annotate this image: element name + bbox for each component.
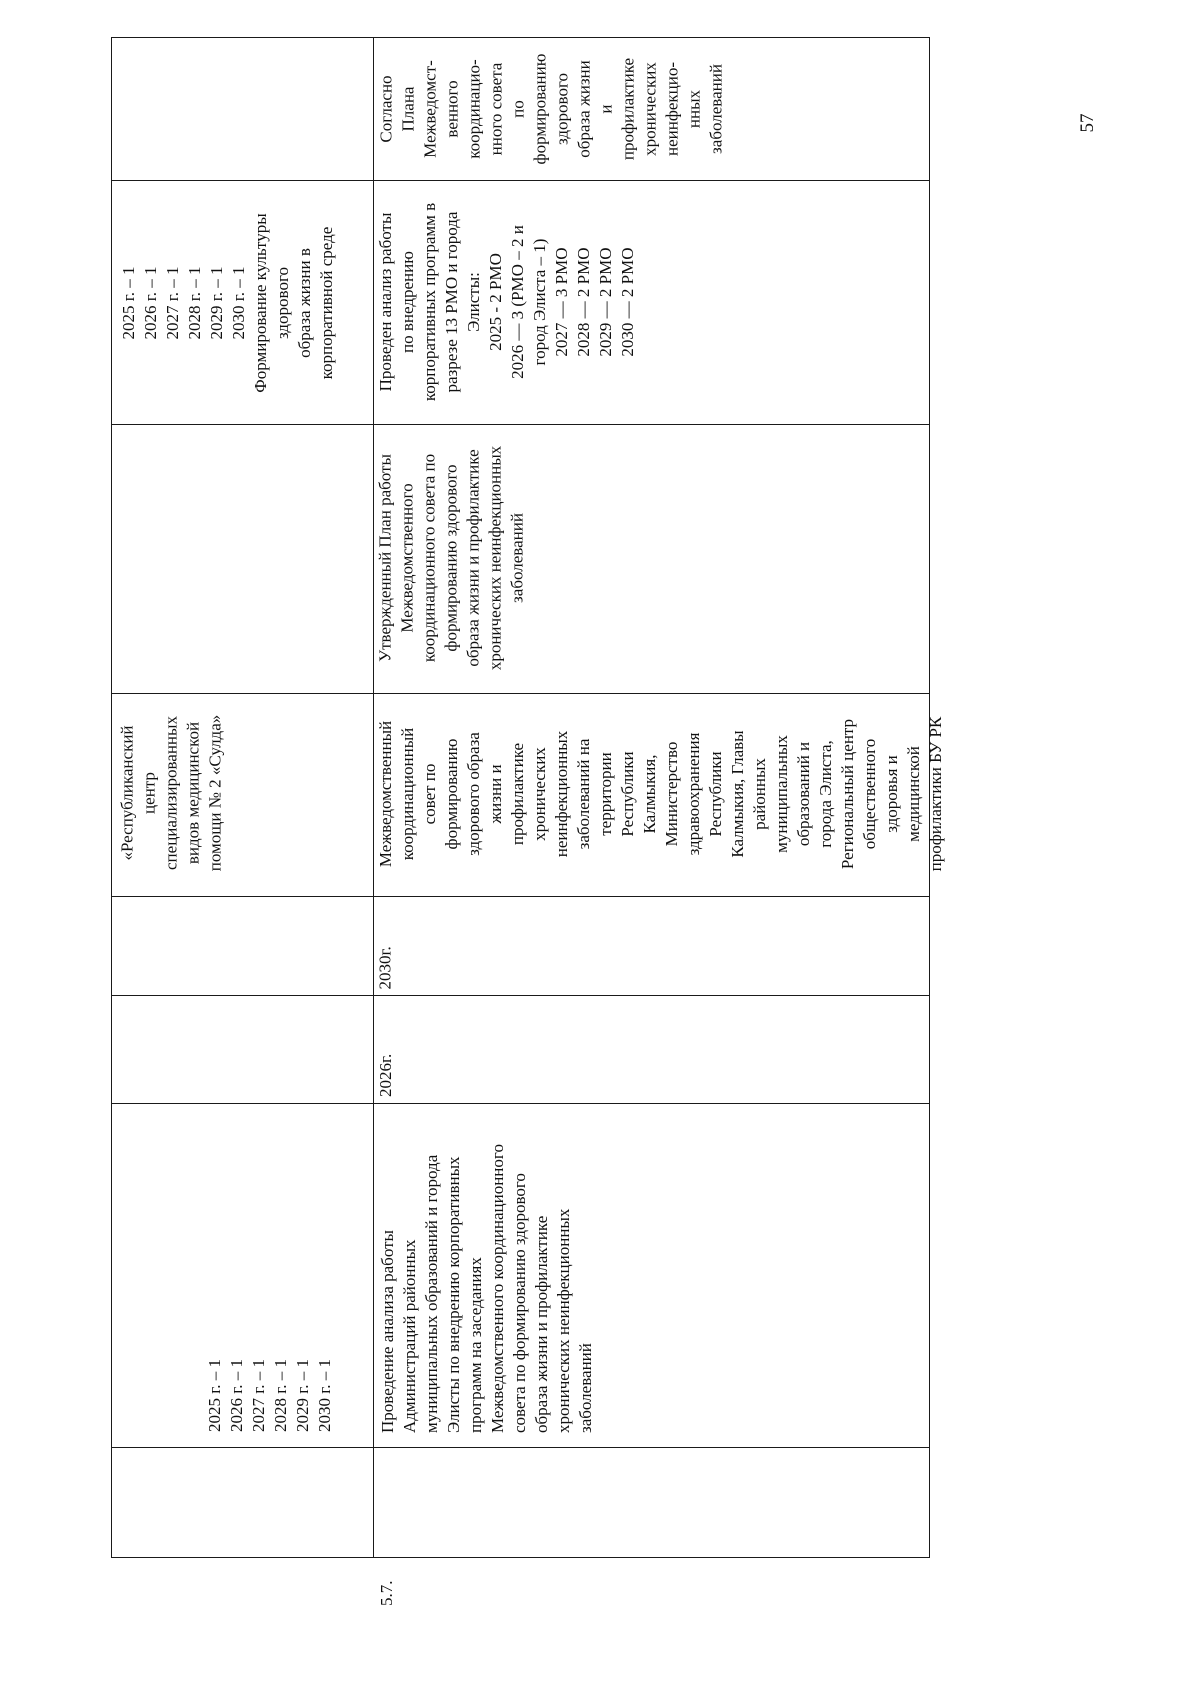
row-event: Проведение анализа работы Администраций районных муниципальных образований и города Элисты по внедрению корпоративных программ на заседаниях Межведомственного координационного совета по формированию здорового образа жизни и профилактике хронических неинфекционных заболеваний <box>378 1144 595 1433</box>
year-line: 2030 г. – 1 <box>315 1358 334 1432</box>
row-executor: Межведомственный координационный совет по формированию здорового образа жизни и профилактике хронических неинфекционных заболеваний на территории Республики Калмыкия, Министерство здравоохранения Республики Калмыкия, Главы районных муниципальных образований и города Элиста, Региональный центр общественного здоровья и медицинской профилактики БУ РК <box>376 716 945 872</box>
prev-row-executor: «Республиканский центр специализированных видов медицинской помощи № 2 «Сулда» <box>117 714 225 872</box>
row-document: Утвержденный План работы Межведомственного координационного совета по формированию здорового образа жизни и профилактике хронических неинфекционных заболеваний <box>375 445 527 671</box>
row-result: Проведен анализ работы по внедрению корпоративных программ в разрезе 13 РМО и города Элисты: 2025 - 2 РМО 2026 — 3 (РМО – 2 и город Элиста – 1) 2027 — 3 РМО 2028 — 2 РМО 2029 — 2 РМО 2030 — 2 РМО <box>376 202 637 402</box>
row-number: 5.7. <box>377 1580 396 1606</box>
row-start-date: 2026г. <box>376 1053 395 1097</box>
year-line: 2028 г. – 1 <box>271 1358 290 1432</box>
year-line: 2025 г. – 1 <box>205 1358 224 1432</box>
year-line: 2027 г. – 1 <box>249 1358 268 1432</box>
row-end-date: 2030г. <box>375 946 395 990</box>
row-basis: Согласно Плана Межведомст- венного координацио- нного совета по формированию здорового образа жизни и профилактике хронических неинфекцио- нных заболеваний <box>376 53 726 165</box>
page-number: 57 <box>1077 113 1098 133</box>
prev-row-result: 2025 г. – 1 2026 г. – 1 2027 г. – 1 2028 г. – 1 2029 г. – 1 2030 г. – 1 Формирование культуры здорового образа жизни в корпоративной среде <box>119 213 336 393</box>
year-line: 2029 г. – 1 <box>293 1358 312 1432</box>
year-line: 2026 г. – 1 <box>227 1358 246 1432</box>
